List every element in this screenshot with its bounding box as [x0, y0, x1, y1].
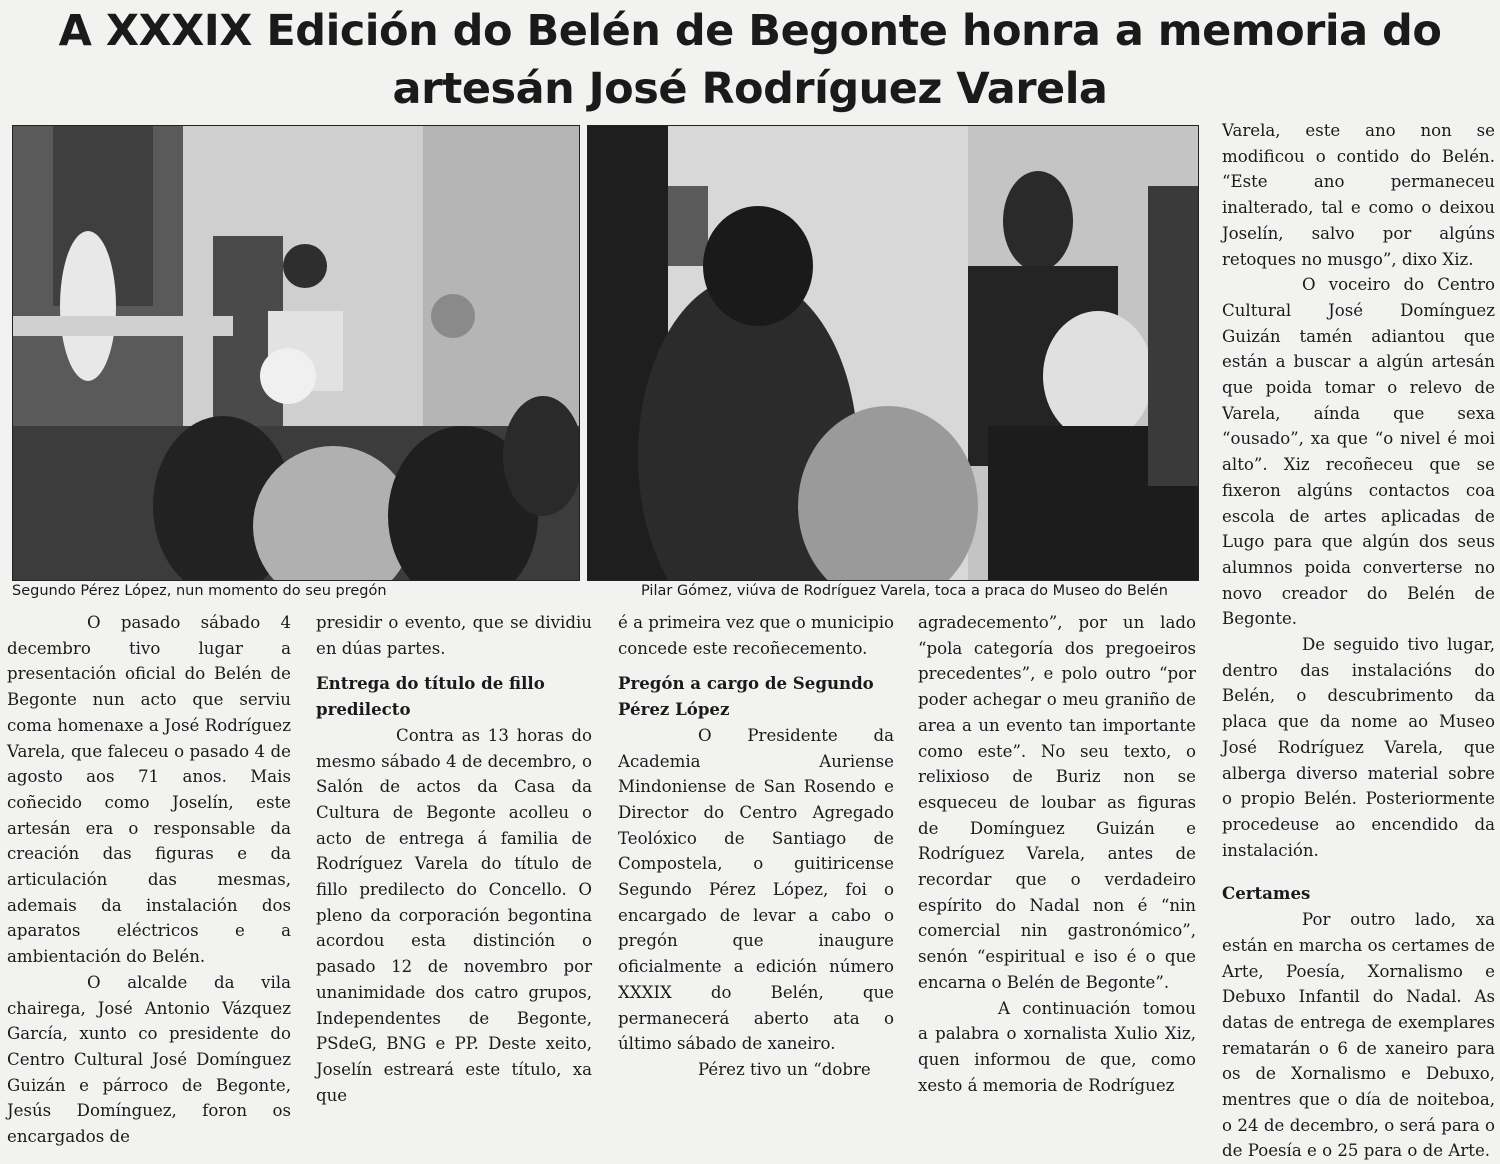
col3-paragraph-1: é a primeira vez que o municipio concede este recoñecemento. [618, 613, 894, 658]
church-interior-image [13, 126, 579, 580]
plaque-ceremony-image [588, 126, 1198, 580]
col3-paragraph-3: Pérez tivo un “dobre [698, 1059, 871, 1079]
col4-paragraph-2: A continuación tomou a palabra o xornalista Xulio Xiz, quen informou de que, como xesto á memoria de Rodríguez [918, 998, 1196, 1095]
col5-paragraph-3: De seguido tivo lugar, dentro das instalacións do Belén, o descubrimento da placa que da nome ao Museo José Rodríguez Varela, que alberga diverso material sobre o propio Belén. Posteriormente procedeuse ao encendido da instalación. [1222, 635, 1495, 860]
col3-paragraph-2: O Presidente da Academia Auriense Mindoniense de San Rosendo e Director do Centro Agregado Teolóxico de Santiago de Compostela, o guitiricense Segundo Pérez López, foi o encargado de levar a cabo o pregón que inaugure oficialmente a edición número XXXIX do Belén, que permanecerá aberto ata o último sábado de xaneiro. [618, 725, 894, 1054]
photo-preacher [12, 125, 580, 581]
photo-preacher-caption: Segundo Pérez López, nun momento do seu pregón [12, 583, 387, 599]
col5-paragraph-2: O voceiro do Centro Cultural José Domínguez Guizán tamén adiantou que están a buscar a algún artesán que poida tomar o relevo de Varela, aínda que sexa “ousado”, xa que “o nivel é moi alto”. Xiz recoñeceu que se fixeron algúns contactos coa escola de artes aplicadas de Lugo para que algún dos seus alumnos poida converterse no novo creador do Belén de Begonte. [1222, 275, 1495, 629]
col1-paragraph-1: O pasado sábado 4 decembro tivo lugar a presentación oficial do Belén de Begonte nun acto que serviu coma homenaxe a José Rodríguez Varela, que faleceu o pasado 4 de agosto aos 71 anos. Mais coñecido como Joselín, este artesán era o responsable da creación das figuras e da articulación das mesmas, ademais da instalación dos aparatos eléctricos e a ambientación do Belén. [7, 613, 291, 967]
col3-subheading: Pregón a cargo de Segundo Pérez López [618, 673, 874, 720]
photo-plaque [587, 125, 1199, 581]
photo-plaque-caption: Pilar Gómez, viúva de Rodríguez Varela, toca a praca do Museo do Belén [641, 583, 1168, 599]
headline-line-2: artesán José Rodríguez Varela [392, 64, 1108, 114]
col2-paragraph-1: presidir o evento, que se dividiu en dúas partes. [316, 613, 592, 658]
headline [0, 0, 1500, 118]
col5-paragraph-4: Por outro lado, xa están en marcha os certames de Arte, Poesía, Xornalismo e Debuxo Infantil do Nadal. As datas de entrega de exemplares rematarán o 6 de xaneiro para os de Xornalismo e Debuxo, mentres que o día de noiteboa, o 24 de decembro, o será para o de Poesía e o 25 para o de Arte. [1222, 910, 1495, 1161]
article-column-1 [7, 610, 291, 1150]
article-column-5 [1222, 118, 1495, 1164]
col2-subheading: Entrega do título de fillo predilecto [316, 673, 545, 720]
col1-paragraph-2: O alcalde da vila chairega, José Antonio Vázquez García, xunto co presidente do Centro Cultural José Domínguez Guizán e párroco de Begonte, Jesús Domínguez, foron os encargados de [7, 972, 291, 1147]
article-column-3 [618, 610, 894, 1083]
headline-line-1: A XXXIX Edición do Belén de Begonte honra a memoria do [58, 6, 1442, 56]
article-column-2 [316, 610, 592, 1108]
article-column-4 [918, 610, 1196, 1098]
col4-paragraph-1: agradecemento”, por un lado “pola categoría dos pregoeiros precedentes”, e polo outro “por poder achegar o meu graniño de area a un evento tan importante como este”. No seu texto, o relixioso de Buriz non se esqueceu de loubar as figuras de Domínguez Guizán e Rodríguez Varela, antes de recordar que o verdadeiro espírito do Nadal non é “nin comercial nin gastronómico”, senón “espiritual e iso é o que encarna o Belén de Begonte”. [918, 613, 1196, 992]
col2-paragraph-2: Contra as 13 horas do mesmo sábado 4 de decembro, o Salón de actos da Casa da Cultura de Begonte acolleu o acto de entrega á familia de Rodríguez Varela do título de fillo predilecto do Concello. O pleno da corporación begontina acordou esta distinción o pasado 12 de novembro por unanimidade dos catro grupos, Independentes de Begonte, PSdeG, BNG e PP. Deste xeito, Joselín estreará este título, xa que [316, 725, 592, 1105]
col5-subheading: Certames [1222, 883, 1311, 904]
col5-paragraph-1: Varela, este ano non se modificou o contido do Belén. “Este ano permaneceu inalterado, tal e como o deixou Joselín, salvo por algúns retoques no musgo”, dixo Xiz. [1222, 121, 1495, 269]
